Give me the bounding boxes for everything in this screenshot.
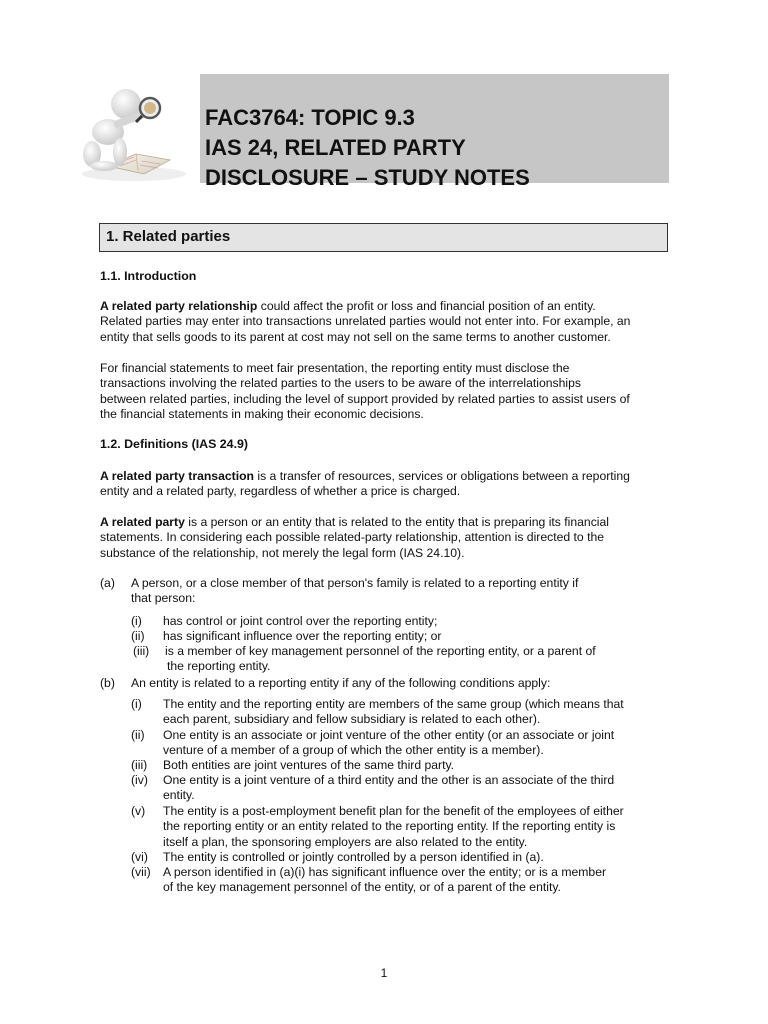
- sublist-a-label-i: (i): [131, 614, 142, 628]
- sublist-b-item-vii: A person identified in (a)(i) has significant influence over the entity; or is a member of the key management personnel of the entity, or of a parent of the entity.: [163, 865, 607, 895]
- sublist-b-item-iii: Both entities are joint ventures of the same third party.: [163, 758, 455, 772]
- sublist-b-item-ii: One entity is an associate or joint venture of the other entity (or an associate or joint venture of a member of a group of which the other entity is a member).: [163, 728, 615, 758]
- sublist-b-item-iv: One entity is a joint venture of a third entity and the other is an associate of the third entity.: [163, 773, 615, 803]
- list-item-a-text: A person, or a close member of that person's family is related to a reporting entity if that person:: [131, 576, 579, 606]
- term-related-party-relationship: A related party relationship: [100, 299, 258, 313]
- document-title-line-1: FAC3764: TOPIC 9.3: [205, 105, 415, 130]
- subsection-heading-introduction: 1.1. Introduction: [100, 269, 197, 283]
- sublist-b-label-vii: (vii): [131, 865, 151, 879]
- intro-paragraph-2: For financial statements to meet fair presentation, the reporting entity must disclose the transactions involving the related parties to the users to be aware of the interrelationships between related parties, including the level of support provided by related parties to assist users of the financial statements in making their economic decisions.: [100, 361, 630, 421]
- document-title-line-3: DISCLOSURE – STUDY NOTES: [205, 165, 530, 190]
- sublist-b-item-i: The entity and the reporting entity are members of the same group (which means that each parent, subsidiary and fellow subsidiary is related to each other).: [163, 697, 624, 727]
- sublist-a-item-ii: has significant influence over the reporting entity; or: [163, 629, 442, 643]
- sublist-a-item-i: has control or joint control over the reporting entity;: [163, 614, 438, 628]
- sublist-a-label-iii: (iii): [133, 644, 150, 658]
- list-label-b: (b): [100, 676, 115, 690]
- page-number: 1: [380, 966, 388, 980]
- sublist-a-label-ii: (ii): [131, 629, 145, 643]
- sublist-b-label-v: (v): [131, 804, 146, 818]
- sublist-b-label-i: (i): [131, 697, 142, 711]
- sublist-b-item-vi: The entity is controlled or jointly controlled by a person identified in (a).: [163, 850, 544, 864]
- subsection-heading-definitions: 1.2. Definitions (IAS 24.9): [100, 437, 249, 451]
- intro-paragraph-1: A related party relationship could affect the profit or loss and financial position of an entity. Related parties may enter into transactions unrelated parties would not enter into. For example, an entity that sells goods to its parent at cost may not sell on the same terms to another customer.: [100, 299, 631, 344]
- sublist-b-item-v: The entity is a post-employment benefit plan for the benefit of the employees of either the reporting entity or an entity related to the reporting entity. If the reporting entity is itself a plan, the sponsoring employers are also related to the entity.: [163, 804, 624, 849]
- sublist-b-label-iv: (iv): [131, 773, 148, 787]
- document-title-line-2: IAS 24, RELATED PARTY: [205, 135, 466, 160]
- sublist-a-item-iii: is a member of key management personnel of the reporting entity, or a parent of the reporting entity.: [165, 644, 596, 674]
- document-title-banner: [200, 74, 669, 190]
- person-reading-book-illustration: [74, 74, 200, 184]
- sublist-b-label-ii: (ii): [131, 728, 145, 742]
- sublist-b-label-vi: (vi): [131, 850, 148, 864]
- term-related-party-transaction: A related party transaction: [100, 469, 254, 483]
- list-item-b-text: An entity is related to a reporting entity if any of the following conditions apply:: [131, 676, 551, 690]
- section-heading-related-parties: 1. Related parties: [99, 223, 668, 252]
- list-label-a: (a): [100, 576, 115, 590]
- definition-related-party: A related party is a person or an entity that is related to the entity that is preparing its financial statements. In considering each possible related-party relationship, attention is directed to the substance of the relationship, not merely the legal form (IAS 24.10).: [100, 515, 609, 560]
- term-related-party: A related party: [100, 515, 185, 529]
- definition-related-party-transaction: A related party transaction is a transfer of resources, services or obligations between a reporting entity and a related party, regardless of whether a price is charged.: [100, 469, 630, 499]
- sublist-b-label-iii: (iii): [131, 758, 148, 772]
